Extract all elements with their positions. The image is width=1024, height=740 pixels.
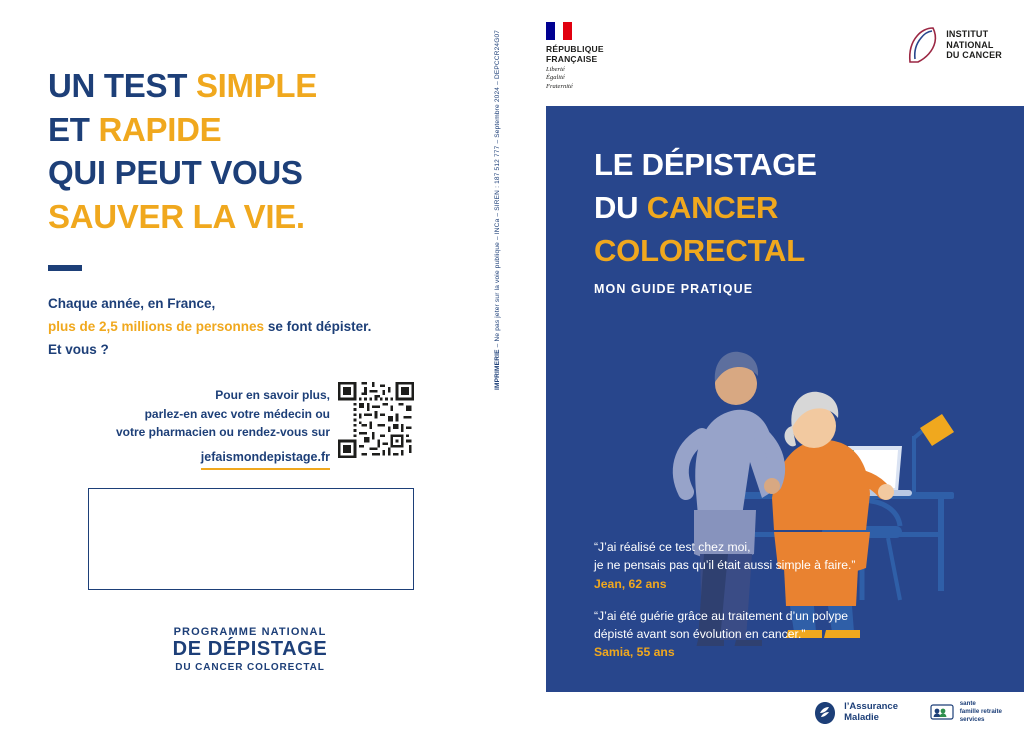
cover-title <box>594 144 994 272</box>
headline-line1-part1: UN TEST <box>48 67 196 104</box>
intro-line3: Et vous ? <box>48 342 109 358</box>
cover-subtitle: MON GUIDE PRATIQUE <box>594 282 754 296</box>
front-cover-panel <box>524 0 1024 740</box>
back-cover-headline <box>48 64 468 238</box>
testimonial-2 <box>594 607 994 662</box>
cta-line2: parlez-en avec votre médecin ou <box>144 406 330 421</box>
assurance-maladie-line1: l’Assurance <box>844 701 898 713</box>
testimonial-2-line1: “J’ai été guérie grâce au traitement d’un polype <box>594 608 849 623</box>
cover-block <box>546 106 1024 692</box>
intro-line2-rest: se font dépister. <box>264 319 372 335</box>
msa-line3: services <box>959 715 985 723</box>
devise-fraternite: Fraternité <box>546 82 573 90</box>
back-cover-panel <box>0 0 500 740</box>
devise-liberte: Liberté <box>546 66 565 74</box>
rf-line2: FRANÇAISE <box>546 54 598 65</box>
assurance-maladie-line2: Maladie <box>844 712 879 723</box>
testimonial-1-line1: “J’ai réalisé ce test chez moi, <box>594 540 751 554</box>
program-logo-line3: DU CANCER COLORECTAL <box>175 661 325 673</box>
institut-national-cancer-logo <box>905 26 1002 64</box>
msa-icon <box>930 700 954 724</box>
inca-mark-icon <box>905 26 939 64</box>
back-cover-intro <box>48 292 448 362</box>
headline-line2-part2: RAPIDE <box>98 110 222 148</box>
program-logo <box>88 626 412 673</box>
msa-line2: famille retraite <box>959 708 1002 716</box>
rf-line1: RÉPUBLIQUE <box>546 44 604 54</box>
assurance-maladie-logo <box>812 700 898 726</box>
inca-line1: INSTITUT <box>946 28 989 39</box>
testimonial-1 <box>594 538 994 593</box>
cta-line3: votre pharmacien ou rendez-vous sur <box>115 425 330 440</box>
program-logo-line2: DE DÉPISTAGE <box>172 638 328 660</box>
testimonial-1-name: Jean, 62 ans <box>594 576 667 591</box>
address-box <box>88 488 414 590</box>
divider-rule <box>48 265 82 271</box>
top-logo-row <box>524 0 1024 106</box>
headline-line4: SAUVER LA VIE. <box>48 197 305 235</box>
french-flag-icon <box>546 22 572 40</box>
assurance-maladie-icon <box>812 700 838 726</box>
inca-line3: DU CANCER <box>946 50 1002 61</box>
intro-line1: Chaque année, en France, <box>48 296 216 311</box>
qr-code-icon[interactable] <box>338 382 414 458</box>
headline-line2-part1: ET <box>48 110 99 148</box>
program-logo-line1: PROGRAMME NATIONAL <box>173 626 327 638</box>
cover-title-line2-part1: DU <box>594 189 647 225</box>
inca-line2: NATIONAL <box>946 39 994 50</box>
republique-francaise-logo <box>546 22 646 91</box>
testimonial-2-line2: dépisté avant son évolution en cancer.” <box>594 627 806 642</box>
headline-line1-part2: SIMPLE <box>195 67 317 104</box>
intro-line2-highlight: plus de 2,5 millions de personnes <box>48 319 265 335</box>
website-link[interactable]: jefaismondepistage.fr <box>201 448 330 470</box>
spine-text: – Ne pas jeter sur la voie publique – INCa – SIREN : 187 512 777 – Septembre 2024 – DEPCCR24G07 <box>494 29 501 350</box>
testimonial-2-name: Samia, 55 ans <box>594 645 675 660</box>
devise-egalite: Égalité <box>546 74 565 82</box>
msa-line1: sante <box>959 700 976 708</box>
cta-line1: Pour en savoir plus, <box>215 388 330 402</box>
partner-logo-row <box>524 694 1024 740</box>
msa-logo <box>930 700 1002 724</box>
cover-title-line3: COLORECTAL <box>594 232 805 268</box>
testimonial-1-line2: je ne pensais pas qu’il était aussi simple à faire.” <box>594 558 856 573</box>
cover-title-line2-part2: CANCER <box>646 189 779 225</box>
cta-block <box>90 386 330 470</box>
spine-legal-text <box>494 30 501 390</box>
cover-title-line1: LE DÉPISTAGE <box>594 147 817 182</box>
spine-bold: IMPRIMERIE <box>494 349 501 390</box>
testimonials <box>594 538 994 676</box>
headline-line3: QUI PEUT VOUS <box>48 154 303 192</box>
